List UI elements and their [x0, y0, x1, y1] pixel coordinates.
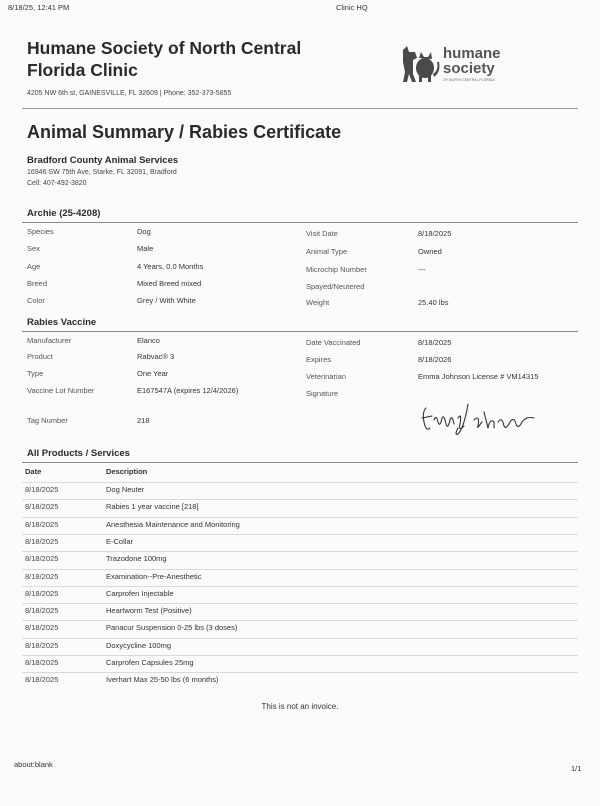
- age-label: Age: [27, 262, 41, 271]
- visit-date-value: 8/18/2025: [418, 229, 452, 238]
- date-vaccinated-value: 8/18/2025: [418, 338, 452, 347]
- row-date: 8/18/2025: [25, 588, 59, 598]
- veterinarian-signature: [418, 398, 540, 438]
- lot-number-value: E167547A (expires 12/4/2026): [137, 386, 239, 395]
- agency-cell: Cell: 407-492-3820: [27, 180, 87, 187]
- humane-society-logo: [397, 44, 517, 88]
- color-value: Grey / With White: [137, 296, 196, 305]
- row-separator: [22, 499, 578, 500]
- row-separator: [22, 482, 578, 483]
- type-label: Type: [27, 369, 44, 378]
- row-date: 8/18/2025: [25, 536, 59, 546]
- agency-name: Bradford County Animal Services: [27, 155, 179, 166]
- rabies-divider: [22, 331, 578, 332]
- logo-subtitle: OF NORTH CENTRAL FLORIDA: [443, 78, 495, 82]
- agency-address: 16946 SW 75th Ave, Starke, FL 32091, Bradford: [27, 169, 177, 176]
- product-label: Product: [27, 352, 53, 361]
- row-date: 8/18/2025: [25, 623, 59, 633]
- products-heading: All Products / Services: [27, 448, 130, 459]
- row-separator: [22, 534, 578, 535]
- row-date: 8/18/2025: [25, 519, 59, 529]
- row-description: Heartworm Test (Positive): [106, 606, 192, 616]
- species-value: Dog: [137, 227, 151, 236]
- row-date: 8/18/2025: [25, 658, 59, 667]
- certificate-title: Animal Summary / Rabies Certificate: [27, 122, 342, 142]
- header-divider: [22, 108, 578, 109]
- type-value: One Year: [137, 369, 169, 378]
- signature-label: Signature: [306, 389, 339, 398]
- row-separator: [22, 672, 578, 673]
- species-label: Species: [27, 227, 54, 236]
- row-separator: [22, 655, 578, 656]
- row-description: Iverhart Max 25-50 lbs (6 months): [106, 675, 219, 685]
- tag-number-label: Tag Number: [27, 416, 68, 425]
- breed-label: Breed: [27, 279, 48, 288]
- row-description: Carprofen Injectable: [106, 588, 174, 598]
- row-description: Rabies 1 year vaccine [218]: [106, 502, 199, 512]
- not-invoice-note: This is not an invoice.: [261, 702, 339, 711]
- spayed-neutered-label: Spayed/Neutered: [306, 282, 365, 291]
- col-description-header: Description: [106, 467, 148, 476]
- expires-value: 8/18/2026: [418, 355, 452, 364]
- dog-cat-logo-icon: [397, 44, 441, 84]
- age-value: 4 Years, 0.0 Months: [137, 262, 204, 271]
- manufacturer-label: Manufacturer: [27, 336, 72, 345]
- weight-value: 25.40 lbs: [418, 298, 449, 307]
- sex-label: Sex: [27, 244, 40, 253]
- row-description: Anesthesia Maintenance and Monitoring: [106, 519, 240, 529]
- logo-text-line2: society: [443, 60, 495, 77]
- lot-number-label: Vaccine Lot Number: [27, 386, 95, 395]
- row-separator: [22, 551, 578, 552]
- clinic-name: Humane Society of North Central Florida Clinic: [27, 38, 302, 80]
- date-vaccinated-label: Date Vaccinated: [306, 338, 361, 347]
- row-date: 8/18/2025: [25, 485, 59, 494]
- row-description: E-Collar: [106, 536, 134, 546]
- row-separator: [22, 638, 578, 639]
- products-divider: [22, 462, 578, 463]
- row-separator: [22, 603, 578, 604]
- row-separator: [22, 517, 578, 518]
- color-label: Color: [27, 296, 45, 305]
- row-description: Examination--Pre-Anesthetic: [106, 571, 202, 581]
- print-timestamp: 8/18/25, 12:41 PM: [8, 3, 70, 12]
- animal-type-value: Owned: [418, 247, 442, 256]
- sex-value: Male: [137, 244, 154, 253]
- row-description: Dog Neuter: [106, 485, 145, 494]
- breed-value: Mixed Breed mixed: [137, 279, 202, 288]
- tag-number-value: 218: [137, 416, 150, 425]
- print-url: about:blank: [14, 760, 53, 769]
- row-description: Trazodone 100mg: [106, 554, 167, 564]
- microchip-value: ---: [418, 265, 426, 274]
- rabies-heading: Rabies Vaccine: [27, 317, 97, 328]
- print-page-title: Clinic HQ: [336, 3, 368, 12]
- row-date: 8/18/2025: [25, 675, 59, 685]
- product-value: Rabvac® 3: [137, 352, 175, 361]
- row-description: Carprofen Capsules 25mg: [106, 658, 194, 667]
- col-date-header: Date: [25, 467, 42, 476]
- row-date: 8/18/2025: [25, 502, 59, 512]
- row-date: 8/18/2025: [25, 571, 59, 581]
- logo-text-line1: humane: [443, 45, 501, 62]
- weight-label: Weight: [306, 298, 330, 307]
- microchip-label: Microchip Number: [306, 265, 367, 274]
- veterinarian-value: Emma Johnson License # VM14315: [418, 372, 539, 381]
- expires-label: Expires: [306, 355, 332, 364]
- visit-date-label: Visit Date: [306, 229, 338, 238]
- row-date: 8/18/2025: [25, 606, 59, 616]
- veterinarian-label: Veterinarian: [306, 372, 347, 381]
- row-separator: [22, 620, 578, 621]
- row-description: Panacur Suspension 0-25 lbs (3 doses): [106, 623, 238, 633]
- row-description: Doxycycline 100mg: [106, 640, 172, 650]
- animal-heading: Archie (25-4208): [27, 208, 101, 219]
- clinic-address: 4205 NW 6th st, GAINESVILLE, FL 32609 | Phone: 352-373-5855: [27, 90, 232, 97]
- row-date: 8/18/2025: [25, 640, 59, 650]
- print-page-count: 1/1: [571, 764, 582, 773]
- row-separator: [22, 569, 578, 570]
- manufacturer-value: Elanco: [137, 336, 160, 345]
- row-date: 8/18/2025: [25, 554, 59, 564]
- animal-divider: [22, 222, 578, 223]
- row-separator: [22, 586, 578, 587]
- animal-type-label: Animal Type: [306, 247, 348, 256]
